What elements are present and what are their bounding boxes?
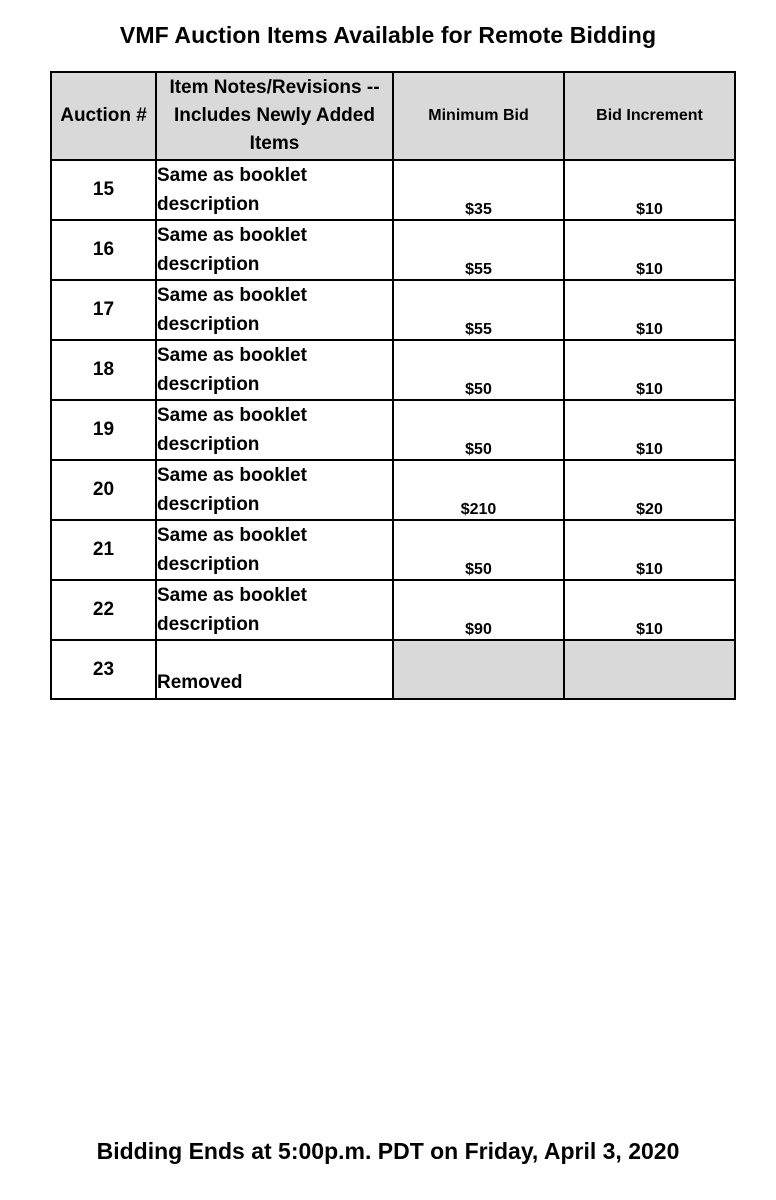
table-row	[51, 640, 735, 699]
bid-increment-cell: $10	[564, 400, 735, 460]
auction-number-cell: 22	[51, 580, 156, 640]
item-notes-cell: Removed	[156, 640, 393, 699]
table-row	[51, 340, 735, 400]
table-row	[51, 280, 735, 340]
table-header-row	[51, 72, 735, 160]
table-row	[51, 160, 735, 220]
header-bid-increment: Bid Increment	[564, 72, 735, 160]
bid-increment-cell	[564, 640, 735, 699]
minimum-bid-cell: $50	[393, 340, 564, 400]
auction-number-cell: 18	[51, 340, 156, 400]
item-notes-cell: Same as booklet description	[156, 160, 393, 220]
table-row	[51, 580, 735, 640]
bid-increment-cell: $10	[564, 520, 735, 580]
auction-items-table	[50, 71, 736, 700]
bid-increment-cell: $10	[564, 340, 735, 400]
item-notes-cell: Same as booklet description	[156, 340, 393, 400]
table-row	[51, 400, 735, 460]
item-notes-cell: Same as booklet description	[156, 220, 393, 280]
table-row	[51, 460, 735, 520]
header-auction-number: Auction #	[51, 72, 156, 160]
minimum-bid-cell: $210	[393, 460, 564, 520]
item-notes-cell: Same as booklet description	[156, 280, 393, 340]
minimum-bid-cell: $50	[393, 520, 564, 580]
auction-number-cell: 16	[51, 220, 156, 280]
item-notes-cell: Same as booklet description	[156, 460, 393, 520]
minimum-bid-cell: $90	[393, 580, 564, 640]
auction-number-cell: 19	[51, 400, 156, 460]
auction-number-cell: 23	[51, 640, 156, 699]
item-notes-cell: Same as booklet description	[156, 400, 393, 460]
item-notes-cell: Same as booklet description	[156, 520, 393, 580]
item-notes-cell: Same as booklet description	[156, 580, 393, 640]
table-row	[51, 520, 735, 580]
auction-number-cell: 21	[51, 520, 156, 580]
table-row	[51, 220, 735, 280]
header-item-notes: Item Notes/Revisions -- Includes Newly Added Items	[156, 72, 393, 160]
bid-increment-cell: $20	[564, 460, 735, 520]
auction-number-cell: 20	[51, 460, 156, 520]
bidding-end-notice: Bidding Ends at 5:00p.m. PDT on Friday, April 3, 2020	[96, 1138, 680, 1164]
bid-increment-cell: $10	[564, 160, 735, 220]
header-minimum-bid: Minimum Bid	[393, 72, 564, 160]
bid-increment-cell: $10	[564, 220, 735, 280]
bid-increment-cell: $10	[564, 580, 735, 640]
bid-increment-cell: $10	[564, 280, 735, 340]
minimum-bid-cell: $55	[393, 280, 564, 340]
minimum-bid-cell	[393, 640, 564, 699]
minimum-bid-cell: $35	[393, 160, 564, 220]
minimum-bid-cell: $55	[393, 220, 564, 280]
page-title: VMF Auction Items Available for Remote Bidding	[119, 22, 657, 48]
auction-number-cell: 15	[51, 160, 156, 220]
auction-number-cell: 17	[51, 280, 156, 340]
minimum-bid-cell: $50	[393, 400, 564, 460]
